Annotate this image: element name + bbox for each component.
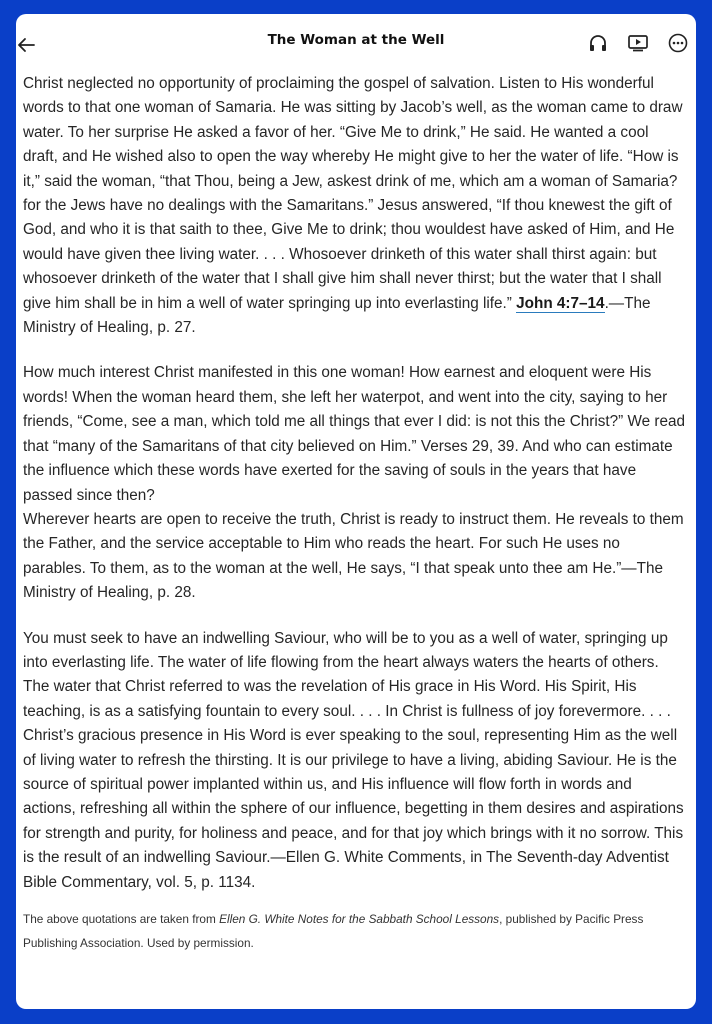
lesson-content <box>16 72 696 955</box>
paragraph-5: The water that Christ referred to was the revelation of His grace in His Word. His Spirit, His teaching, is as a satisfying fountain to every soul. . . . In Christ is fullness of joy forevermore. . . . Christ’s gracious presence in His Word is ever speaking to the soul, representing Him as the well of living water to refresh the thirsting. It is our privilege to have a living, abiding Saviour. He is the source of spiritual power implanted within us, and His influence will flow forth in words and actions, refreshing all within the sphere of our influence, begetting in them desires and aspirations for strength and purity, for holiness and peace, and for that joy which brings with it no sorrow. This is the result of an indwelling Saviour.—Ellen G. White Comments, in The Seventh-day Adventist Bible Commentary, vol. 5, p. 1134. <box>23 678 684 891</box>
footer-text-end: , published by Pacific Press Publishing Association. Used by permission. <box>23 912 644 950</box>
copyright-note <box>23 907 686 955</box>
more-options-icon[interactable] <box>666 32 690 54</box>
top-bar <box>16 14 696 72</box>
play-video-icon[interactable] <box>626 32 650 54</box>
paragraph-1-text: Christ neglected no opportunity of proclaiming the gospel of salvation. Listen to His wonderful words to that one woman of Samaria. He was sitting by Jacob’s well, as the woman came to draw water. To her surprise He asked a favor of her. “Give Me to drink,” He said. He wanted a cool draft, and He wished also to open the way whereby He might give to her the water of life. “How is it,” said the woman, “that Thou, being a Jew, askest drink of me, which am a woman of Samaria? for the Jews have no dealings with the Samaritans.” Jesus answered, “If thou knewest the gift of God, and who it is that saith to thee, Give Me to drink; thou wouldest have asked of Him, and He would have given thee living water. . . . Whosoever drinketh of this water shall thirst again: but whosoever drinketh of the water that I shall give him shall never thirst; but the water that I shall give him shall be in him a well of water springing up into everlasting life.” <box>23 75 683 312</box>
footer-text-start: The above quotations are taken from <box>23 912 220 926</box>
paragraph-2: How much interest Christ manifested in this one woman! How earnest and eloquent were His words! When the woman heard them, she left her waterpot, and went into the city, saying to her friends, “Come, see a man, which told me all things that ever I did: is not this the Christ?” We read that “many of the Samaritans of that city believed on Him.” Verses 29, 39. And who can estimate the influence which these words have exerted for the saving of souls in the years that have passed since then? <box>23 364 686 504</box>
scripture-link[interactable]: John 4:7–14 <box>516 294 605 312</box>
footer-book-title: Ellen G. White Notes for the Sabbath School Lessons <box>219 912 500 926</box>
page-title: The Woman at the Well <box>267 32 445 48</box>
paragraph-3: Wherever hearts are open to receive the truth, Christ is ready to instruct them. He reveals to them the Father, and the service acceptable to Him who reads the heart. For such He uses no parables. To them, as to the woman at the well, He says, “I that speak unto thee am He.”—The Ministry of Healing, p. 28. <box>23 510 684 602</box>
toolbar-actions <box>586 32 690 54</box>
paragraph-gap <box>23 340 686 361</box>
paragraph-gap <box>23 606 686 627</box>
reader-screen <box>16 14 696 1009</box>
paragraph-1-source: .—The Ministry of Healing, p. 27. <box>23 294 651 337</box>
paragraph-4: You must seek to have an indwelling Saviour, who will be to you as a well of water, springing up into everlasting life. The water of life flowing from the heart always waters the hearts of others. <box>23 629 668 671</box>
headphones-icon[interactable] <box>586 32 610 54</box>
paragraph-1 <box>23 72 686 340</box>
